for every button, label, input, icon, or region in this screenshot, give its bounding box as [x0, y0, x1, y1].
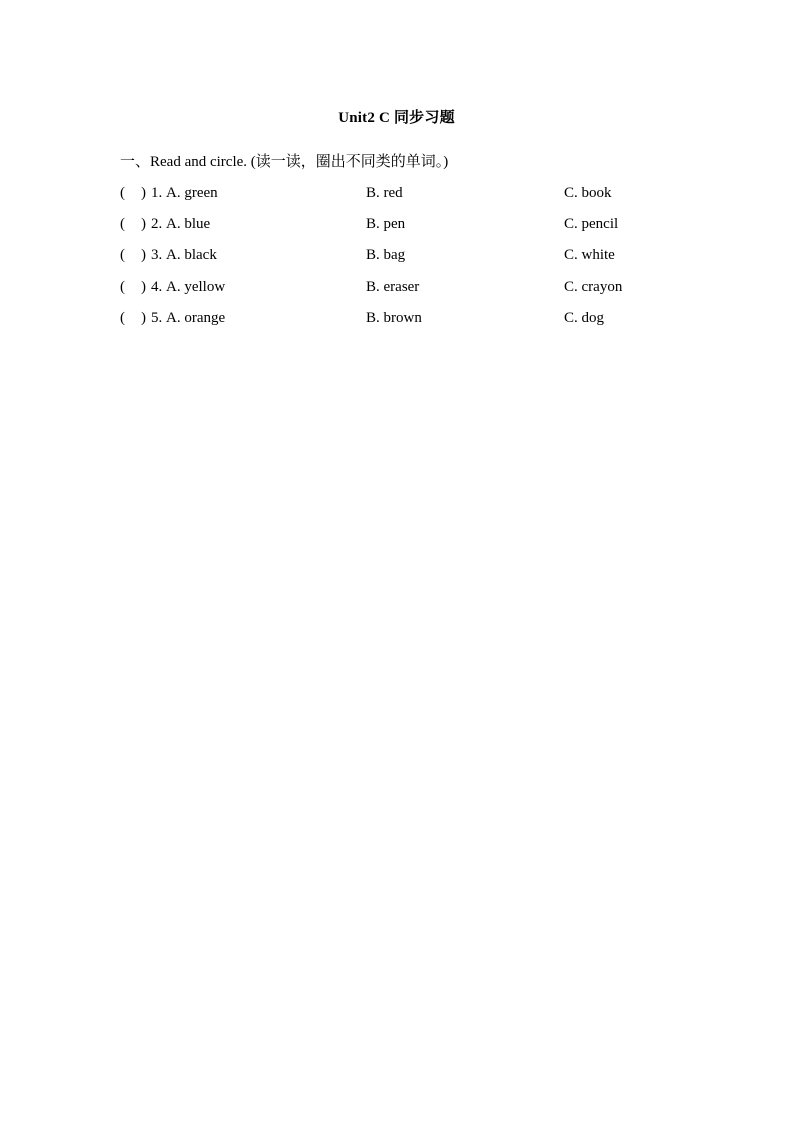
question-number: 2.	[151, 216, 163, 233]
question-row-3	[120, 247, 680, 278]
question-number: 1.	[151, 185, 163, 201]
option-c: C. white	[564, 247, 615, 264]
answer-blank-close: )	[141, 278, 146, 295]
option-b: B. eraser	[366, 278, 420, 295]
question-list	[120, 185, 680, 341]
answer-blank-open: (	[120, 247, 125, 264]
option-c: C. pencil	[564, 216, 619, 233]
option-b: B. bag	[366, 247, 406, 264]
answer-blank-open: (	[120, 278, 125, 295]
option-c: C. book	[564, 185, 612, 201]
option-b: B. brown	[366, 309, 422, 326]
answer-blank-open: (	[120, 309, 125, 326]
option-a: A. black	[166, 247, 217, 264]
answer-blank-close: )	[141, 185, 146, 201]
page-title: Unit2 C 同步习题	[338, 110, 455, 126]
question-row-4	[120, 279, 680, 310]
question-row-1	[120, 185, 680, 216]
option-a: A. green	[166, 185, 218, 201]
option-c: C. crayon	[564, 278, 623, 295]
question-row-2	[120, 216, 680, 247]
option-a: A. orange	[166, 309, 226, 326]
answer-blank-open: (	[120, 185, 125, 201]
question-number: 3.	[151, 247, 163, 264]
option-a: A. yellow	[166, 278, 226, 295]
option-c: C. dog	[564, 309, 605, 326]
option-b: B. pen	[366, 216, 406, 233]
option-a: A. blue	[166, 216, 211, 233]
answer-blank-close: )	[141, 247, 146, 264]
question-number: 5.	[151, 309, 163, 326]
option-b: B. red	[366, 185, 403, 201]
answer-blank-open: (	[120, 216, 125, 233]
answer-blank-close: )	[141, 309, 146, 326]
question-row-5	[120, 310, 680, 341]
answer-blank-close: )	[141, 216, 146, 233]
question-number: 4.	[151, 278, 163, 295]
section-heading: 一、Read and circle. (读一读，圈出不同类的单词。)	[120, 154, 449, 170]
